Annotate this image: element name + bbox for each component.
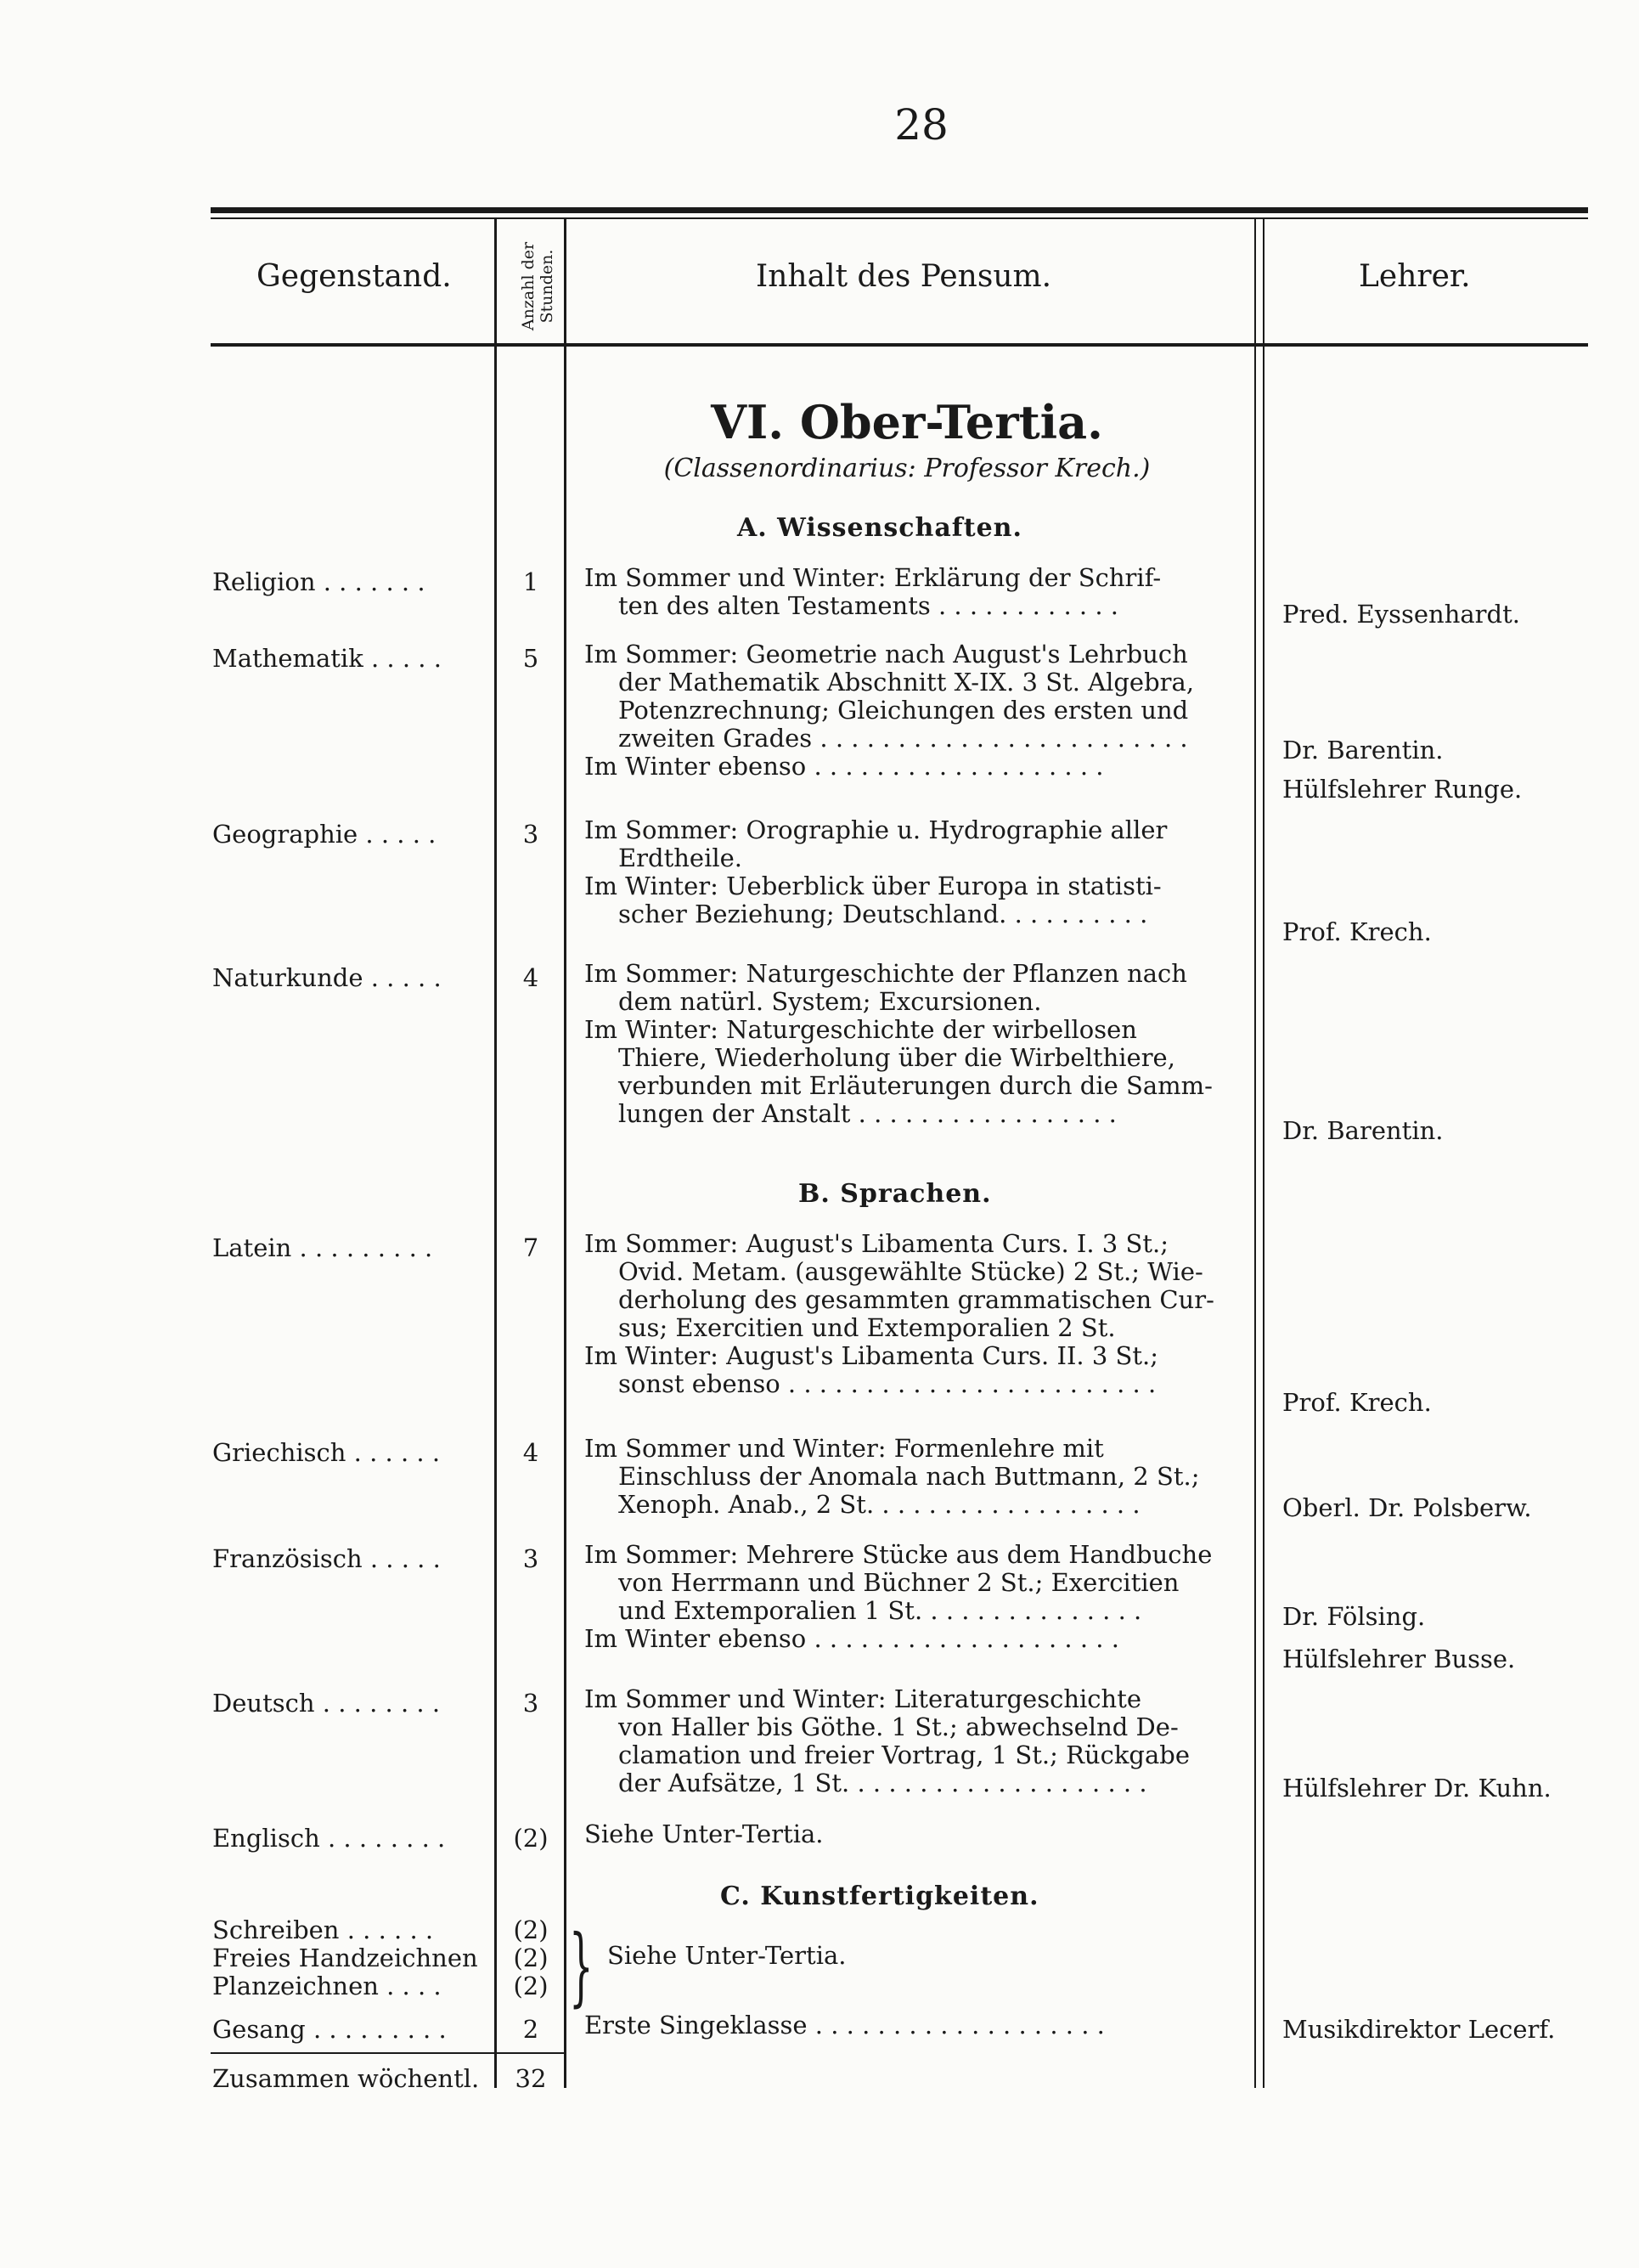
content-line: Im Winter ebenso . . . . . . . . . . . . . . . . . . . xyxy=(584,753,1104,781)
content-line: sonst ebenso . . . . . . . . . . . . . . . . . . . . . . . . xyxy=(618,1370,1157,1398)
hours-geographie: 3 xyxy=(522,820,539,849)
content-line: Im Winter: Ueberblick über Europa in statisti- xyxy=(584,872,1162,900)
teacher-latein: Prof. Krech. xyxy=(1282,1388,1432,1417)
section-subtitle: (Classenordinarius: Professor Krech.) xyxy=(663,454,1151,483)
content-line: Thiere, Wiederholung über die Wirbelthiere, xyxy=(618,1044,1175,1072)
total-hours: 32 xyxy=(515,2064,547,2093)
subject-latein: Latein . . . . . . . . . xyxy=(212,1233,433,1262)
hours-schreiben: (2) xyxy=(513,1915,549,1944)
content-line: Im Sommer: Geometrie nach August's Lehrbuch xyxy=(584,640,1188,669)
content-line: von Haller bis Göthe. 1 St.; abwechselnd De- xyxy=(618,1713,1179,1741)
teacher-gesang: Musikdirektor Lecerf. xyxy=(1282,2015,1556,2044)
header-hours-line2: Stunden. xyxy=(538,249,556,324)
content-naturkunde xyxy=(584,960,1238,1128)
hours-latein: 7 xyxy=(522,1233,539,1262)
content-line: Im Sommer: Mehrere Stücke aus dem Handbuche xyxy=(584,1541,1213,1569)
hours-griechisch: 4 xyxy=(522,1438,539,1467)
header-teacher: Lehrer. xyxy=(1359,259,1471,294)
col-divider-teacher xyxy=(1263,219,1264,2088)
teacher-mathematik-2: Hülfslehrer Runge. xyxy=(1282,775,1523,804)
total-label: Zusammen wöchentl. xyxy=(212,2064,480,2093)
content-line: Ovid. Metam. (ausgewählte Stücke) 2 St.; Wie- xyxy=(618,1258,1203,1286)
header-rule xyxy=(211,343,1588,347)
hours-naturkunde: 4 xyxy=(522,963,539,992)
content-line: Im Sommer und Winter: Literaturgeschichte xyxy=(584,1685,1142,1713)
content-line: Im Sommer: Naturgeschichte der Pflanzen nach xyxy=(584,960,1187,988)
content-line: scher Beziehung; Deutschland. . . . . . . . . . xyxy=(618,900,1148,928)
content-line: derholung des gesammten grammatischen Cur- xyxy=(618,1286,1214,1314)
subject-griechisch: Griechisch . . . . . . xyxy=(212,1438,441,1467)
content-line: sus; Exercitien und Extemporalien 2 St. xyxy=(618,1314,1116,1342)
subject-gesang: Gesang . . . . . . . . . xyxy=(212,2015,447,2044)
content-line: und Extemporalien 1 St. . . . . . . . . . . . . . . xyxy=(618,1597,1142,1625)
content-mathematik xyxy=(584,640,1238,781)
content-line: Im Winter: August's Libamenta Curs. II. 3 St.; xyxy=(584,1342,1159,1370)
teacher-geographie: Prof. Krech. xyxy=(1282,917,1432,946)
category-a: A. Wissenschaften. xyxy=(737,513,1022,543)
subject-naturkunde: Naturkunde . . . . . xyxy=(212,963,442,992)
subject-geographie: Geographie . . . . . xyxy=(212,820,437,849)
content-line: dem natürl. System; Excursionen. xyxy=(618,988,1042,1016)
content-line: Im Winter ebenso . . . . . . . . . . . . . . . . . . . . xyxy=(584,1625,1119,1653)
brace-icon: } xyxy=(569,1916,594,2016)
content-line: Erdtheile. xyxy=(618,844,743,872)
teacher-franzoesisch-2: Hülfslehrer Busse. xyxy=(1282,1645,1516,1673)
teacher-religion: Pred. Eyssenhardt. xyxy=(1282,600,1520,629)
teacher-deutsch: Hülfslehrer Dr. Kuhn. xyxy=(1282,1774,1552,1803)
content-line: verbunden mit Erläuterungen durch die Samm- xyxy=(618,1072,1213,1100)
hours-mathematik: 5 xyxy=(522,644,539,673)
content-line: Im Sommer: August's Libamenta Curs. I. 3 St.; xyxy=(584,1230,1169,1258)
hours-deutsch: 3 xyxy=(522,1689,539,1718)
content-griechisch xyxy=(584,1435,1238,1519)
subject-handzeichnen: Freies Handzeichnen xyxy=(212,1944,478,1972)
top-rule-thin xyxy=(211,217,1588,219)
header-content: Inhalt des Pensum. xyxy=(756,259,1052,294)
total-rule xyxy=(211,2052,566,2054)
teacher-mathematik: Dr. Barentin. xyxy=(1282,736,1444,764)
content-geographie xyxy=(584,816,1238,928)
subject-schreiben: Schreiben . . . . . . xyxy=(212,1915,434,1944)
hours-gesang: 2 xyxy=(522,2015,539,2044)
content-line: Im Winter: Naturgeschichte der wirbellosen xyxy=(584,1016,1137,1044)
content-deutsch xyxy=(584,1685,1238,1797)
teacher-franzoesisch: Dr. Fölsing. xyxy=(1282,1602,1426,1631)
content-line: Potenzrechnung; Gleichungen des ersten und xyxy=(618,697,1189,725)
content-latein xyxy=(584,1230,1238,1398)
content-line: Erste Singeklasse . . . . . . . . . . . . . . . . . . . xyxy=(584,2011,1105,2040)
content-franzoesisch xyxy=(584,1541,1238,1653)
hours-religion: 1 xyxy=(522,567,539,596)
content-englisch xyxy=(584,1820,1238,1848)
content-line: lungen der Anstalt . . . . . . . . . . . . . . . . . xyxy=(618,1100,1117,1128)
content-line: der Mathematik Abschnitt X-IX. 3 St. Algebra, xyxy=(618,669,1195,697)
content-line: clamation und freier Vortrag, 1 St.; Rückgabe xyxy=(618,1741,1191,1769)
header-hours-line1: Anzahl der xyxy=(519,241,538,331)
page-number: 28 xyxy=(894,100,949,150)
content-art xyxy=(607,1942,1261,1970)
content-line: Im Sommer und Winter: Erklärung der Schrif- xyxy=(584,564,1162,592)
category-c: C. Kunstfertigkeiten. xyxy=(720,1882,1039,1911)
col-divider-subject xyxy=(494,219,497,2088)
subject-franzoesisch: Französisch . . . . . xyxy=(212,1544,441,1573)
subject-planzeichnen: Planzeichnen . . . . xyxy=(212,1972,442,2000)
content-line: Siehe Unter-Tertia. xyxy=(607,1942,847,1970)
subject-englisch: Englisch . . . . . . . . xyxy=(212,1824,446,1853)
content-line: Im Sommer: Orographie u. Hydrographie aller xyxy=(584,816,1168,844)
subject-deutsch: Deutsch . . . . . . . . xyxy=(212,1689,441,1718)
teacher-naturkunde: Dr. Barentin. xyxy=(1282,1116,1444,1145)
top-rule-thick xyxy=(211,207,1588,213)
content-gesang xyxy=(584,2011,1238,2040)
teacher-griechisch: Oberl. Dr. Polsberw. xyxy=(1282,1493,1532,1522)
content-line: von Herrmann und Büchner 2 St.; Exercitien xyxy=(618,1569,1180,1597)
col-divider-content xyxy=(1254,219,1256,2088)
col-divider-hours xyxy=(564,219,566,2088)
header-hours xyxy=(499,231,576,341)
content-line: Im Sommer und Winter: Formenlehre mit xyxy=(584,1435,1104,1463)
hours-planzeichnen: (2) xyxy=(513,1972,549,2000)
subject-religion: Religion . . . . . . . xyxy=(212,567,425,596)
content-line: Xenoph. Anab., 2 St. . . . . . . . . . . . . . . . . . xyxy=(618,1491,1141,1519)
hours-handzeichnen: (2) xyxy=(513,1944,549,1972)
hours-englisch: (2) xyxy=(513,1824,549,1853)
content-line: ten des alten Testaments . . . . . . . . . . . . xyxy=(618,592,1119,620)
content-line: der Aufsätze, 1 St. . . . . . . . . . . . . . . . . . . . xyxy=(618,1769,1147,1797)
section-title: VI. Ober-Tertia. xyxy=(711,395,1103,449)
content-line: zweiten Grades . . . . . . . . . . . . . . . . . . . . . . . . xyxy=(618,725,1188,753)
content-line: Einschluss der Anomala nach Buttmann, 2 St.; xyxy=(618,1463,1200,1491)
content-line: Siehe Unter-Tertia. xyxy=(584,1820,824,1848)
content-religion xyxy=(584,564,1238,620)
category-b: B. Sprachen. xyxy=(798,1179,992,1209)
subject-mathematik: Mathematik . . . . . xyxy=(212,644,442,673)
header-subject: Gegenstand. xyxy=(256,259,452,294)
hours-franzoesisch: 3 xyxy=(522,1544,539,1573)
